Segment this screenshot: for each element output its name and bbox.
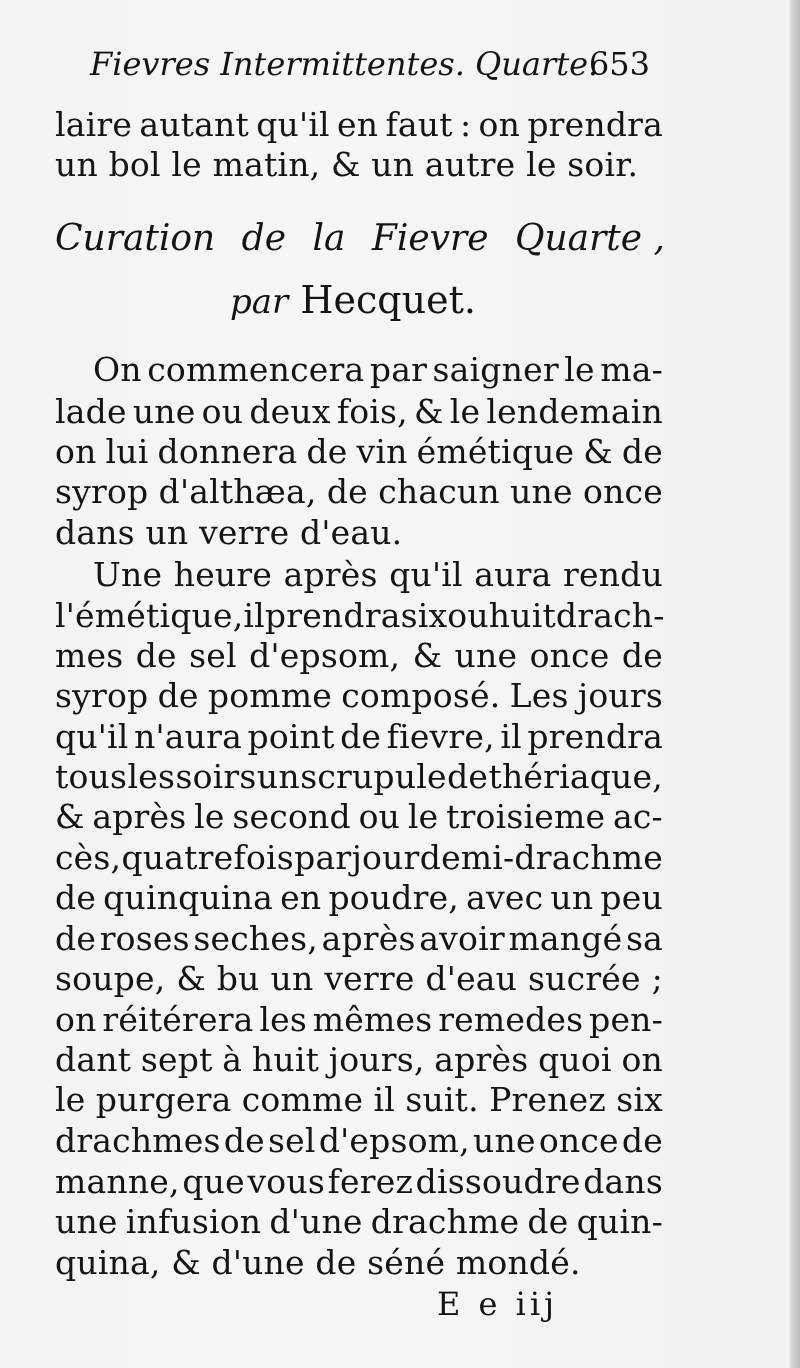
word: après <box>434 1040 529 1079</box>
word: sel <box>268 1121 316 1160</box>
word: dissoudre <box>415 1162 581 1201</box>
word: pen- <box>589 1000 663 1039</box>
text-line: quina, & d'une de séné mondé. <box>55 1243 581 1282</box>
text-line <box>55 392 663 431</box>
word: que <box>182 1162 245 1201</box>
word: quoi <box>538 1040 612 1079</box>
word: Prenez <box>489 1080 606 1119</box>
word: drachmes <box>55 1121 221 1160</box>
word: deux <box>249 392 331 431</box>
word: à <box>222 1040 243 1079</box>
word: d'epsom, <box>318 1121 470 1160</box>
word: remedes <box>438 1000 584 1039</box>
word: sucrée <box>528 959 641 998</box>
word: ; <box>651 959 663 998</box>
word: ou <box>358 797 401 836</box>
word: jours, <box>328 1040 425 1079</box>
word: qu'il <box>256 105 330 144</box>
word: le <box>55 1080 86 1119</box>
word: thériaque, <box>488 757 663 796</box>
word: : <box>459 105 472 144</box>
word: chacun <box>378 472 500 511</box>
text-line <box>55 432 663 471</box>
word: once <box>538 1121 619 1160</box>
word: purgera <box>95 1080 232 1119</box>
word: jour <box>351 838 420 877</box>
word: suit. <box>405 1080 479 1119</box>
word: une <box>510 472 573 511</box>
word: bu <box>216 959 260 998</box>
word: le <box>407 797 439 836</box>
word: roses <box>99 919 190 958</box>
word: il <box>373 1080 396 1119</box>
word: sa <box>625 919 663 958</box>
word: syrop <box>55 472 149 511</box>
word: vin <box>356 432 408 471</box>
signature-mark: E e iij <box>437 1285 559 1323</box>
word: soirs <box>175 757 257 796</box>
word: avec <box>466 878 544 917</box>
word: ferez <box>327 1162 414 1201</box>
word: en <box>280 878 322 917</box>
word: once <box>583 472 663 511</box>
word: de <box>306 432 348 471</box>
section-heading: Curation de la Fievre Quarte , <box>55 218 665 259</box>
word: il <box>500 717 522 756</box>
word: rendu <box>563 555 663 594</box>
word: once <box>529 636 610 675</box>
word: huit <box>488 596 556 635</box>
text-line <box>55 757 663 796</box>
word: une <box>473 1121 536 1160</box>
word: commencera <box>147 350 365 389</box>
text-line <box>55 1162 663 1201</box>
page-edge-shadow <box>790 0 800 1368</box>
word: réitérera <box>102 1000 254 1039</box>
word: de <box>55 919 97 958</box>
word: comme <box>241 1080 364 1119</box>
word: on <box>621 1040 663 1079</box>
word: on <box>55 432 97 471</box>
word: drach- <box>555 596 665 635</box>
word: de <box>340 717 382 756</box>
text-line: un bol le matin, & un autre le soir. <box>55 145 639 184</box>
text-line: dans un verre d'eau. <box>55 513 403 552</box>
word: les <box>259 1000 307 1039</box>
word: Les <box>509 676 569 715</box>
word: autant <box>139 105 249 144</box>
word: de <box>621 636 663 675</box>
word: poudre, <box>328 878 460 917</box>
word: second <box>232 797 351 836</box>
text-line <box>55 959 663 998</box>
word: pomme <box>207 676 332 715</box>
word: le <box>449 392 481 431</box>
text-line <box>55 919 663 958</box>
text-line <box>55 1000 663 1039</box>
word: ou <box>447 596 489 635</box>
word: heure <box>173 555 273 594</box>
word: ac- <box>613 797 663 836</box>
word: les <box>127 757 176 796</box>
text-line <box>55 350 663 389</box>
word: il <box>243 596 265 635</box>
word: faut <box>385 105 453 144</box>
word: lui <box>105 432 149 471</box>
word: n'aura <box>134 717 242 756</box>
word: un <box>256 757 300 796</box>
word: drachme <box>370 1202 520 1241</box>
word: une <box>55 1202 118 1241</box>
word: donnera <box>157 432 298 471</box>
word: On <box>93 350 142 389</box>
text-line <box>55 1040 663 1079</box>
word: lade <box>55 392 127 431</box>
word: aura <box>474 555 552 594</box>
word: troisieme <box>446 797 606 836</box>
running-title: Fievres Intermittentes. Quarte. <box>90 45 599 83</box>
word: d'epsom, <box>249 636 401 675</box>
word: de <box>621 432 663 471</box>
word: de <box>157 676 199 715</box>
word: qu'il <box>389 555 463 594</box>
word: le <box>564 350 595 389</box>
word: soupe, <box>55 959 166 998</box>
word: de <box>326 472 368 511</box>
word: de <box>223 1121 265 1160</box>
text-line <box>55 717 663 756</box>
word: ma- <box>600 350 663 389</box>
word: le <box>194 797 225 836</box>
word: & <box>176 959 206 998</box>
word: & <box>55 797 85 836</box>
word: scrupule <box>300 757 447 796</box>
text-line <box>55 838 663 877</box>
text-line <box>55 555 663 594</box>
word: un <box>270 959 314 998</box>
word: laire <box>55 105 133 144</box>
text-line <box>55 676 663 715</box>
page-number: 653 <box>588 45 650 83</box>
word: fois <box>233 838 294 877</box>
word: après <box>92 797 187 836</box>
word: verre <box>324 959 415 998</box>
word: de <box>527 1202 569 1241</box>
word: point <box>247 717 335 756</box>
word: par <box>369 350 428 389</box>
word: un <box>550 878 594 917</box>
word: dant <box>55 1040 132 1079</box>
word: mes <box>55 636 124 675</box>
word: d'une <box>269 1202 363 1241</box>
word: mangé <box>508 919 623 958</box>
word: lendemain <box>486 392 663 431</box>
word: & <box>414 392 444 431</box>
word: demi-drachme <box>419 838 663 877</box>
text-line <box>55 105 663 144</box>
word: tous <box>55 757 128 796</box>
word: prendra <box>527 105 663 144</box>
word: Une <box>93 555 163 594</box>
word: qu'il <box>55 717 129 756</box>
word: quatre <box>121 838 234 877</box>
word: une <box>454 636 518 675</box>
word: quin- <box>576 1202 663 1241</box>
word: & <box>583 432 613 471</box>
word: quinquina <box>103 878 274 917</box>
word: composé. <box>341 676 501 715</box>
word: avoir <box>419 919 505 958</box>
running-header <box>90 45 650 90</box>
word: peu <box>600 878 663 917</box>
word: après <box>283 555 378 594</box>
word: fievre, <box>386 717 495 756</box>
word: prendra <box>527 717 663 756</box>
word: dans <box>583 1162 663 1201</box>
word: on <box>478 105 521 144</box>
text-line <box>55 878 663 917</box>
word: huit <box>251 1040 320 1079</box>
text-line <box>55 1080 663 1119</box>
word: cès, <box>55 838 122 877</box>
text-line <box>55 797 663 836</box>
word: six <box>400 596 448 635</box>
word: six <box>616 1080 663 1119</box>
word: vous <box>247 1162 325 1201</box>
word: manne, <box>55 1162 180 1201</box>
word: sept <box>140 1040 213 1079</box>
word: une <box>132 392 196 431</box>
word: fois, <box>336 392 408 431</box>
section-heading-author: par Hecquet. <box>230 278 476 322</box>
word: par <box>294 838 352 877</box>
word: l'émétique, <box>55 596 244 635</box>
word: de <box>135 636 177 675</box>
word: sel <box>189 636 237 675</box>
word: ou <box>201 392 244 431</box>
word: émétique <box>416 432 575 471</box>
word: de <box>621 1121 663 1160</box>
word: après <box>321 919 416 958</box>
word: de <box>447 757 489 796</box>
text-line <box>55 596 663 635</box>
word: en <box>337 105 379 144</box>
word: saigner <box>432 350 559 389</box>
word: d'althæa, <box>158 472 317 511</box>
text-line <box>55 1202 663 1241</box>
word: d'eau <box>425 959 518 998</box>
word: mêmes <box>312 1000 433 1039</box>
word: on <box>55 1000 97 1039</box>
word: jours <box>577 676 663 715</box>
word: & <box>412 636 443 675</box>
word: infusion <box>125 1202 262 1241</box>
text-line <box>55 472 663 511</box>
word: de <box>55 878 97 917</box>
text-line <box>55 1121 663 1160</box>
word: syrop <box>55 676 149 715</box>
word: prendra <box>264 596 401 635</box>
word: seches, <box>193 919 318 958</box>
text-line <box>55 636 663 675</box>
